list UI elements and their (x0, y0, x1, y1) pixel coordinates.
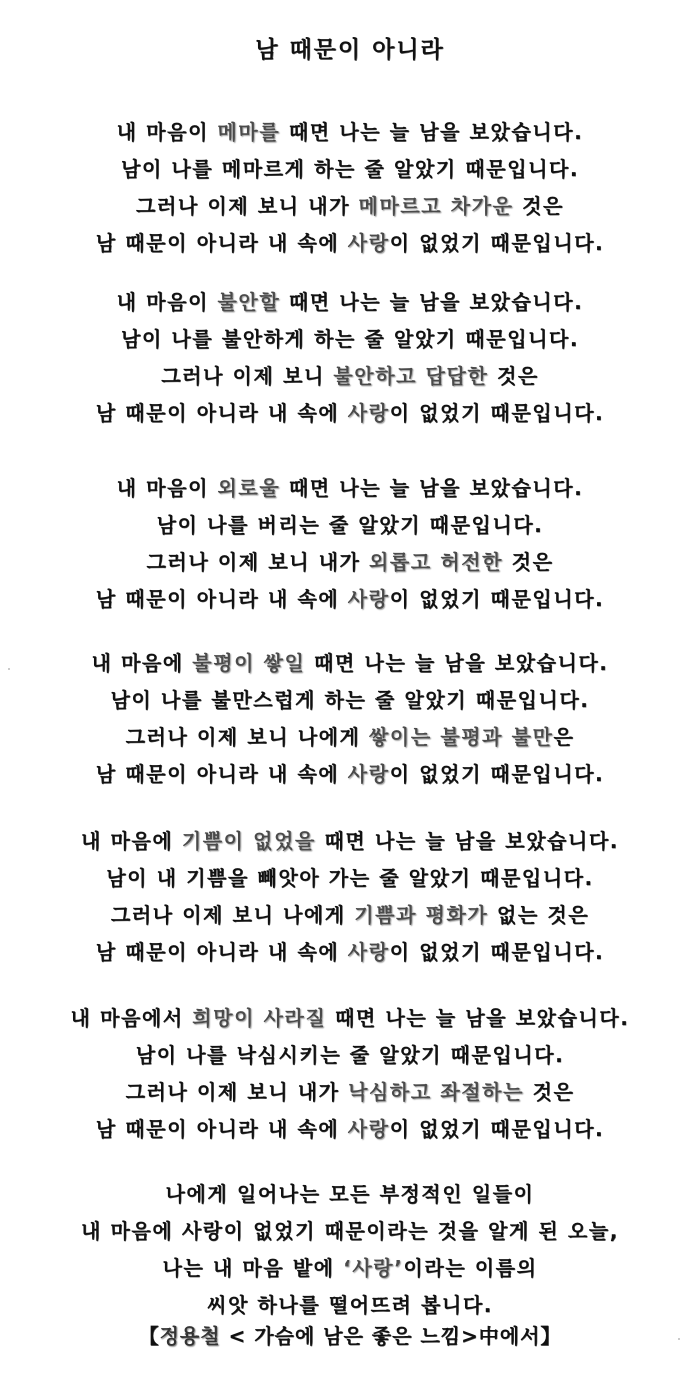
line-text: 내 마음에 (91, 651, 193, 675)
source-citation (0, 1318, 700, 1355)
line-text: 남이 나를 버리는 줄 알았기 때문입니다. (156, 513, 544, 537)
emphasized-text: 불평이 쌓일 (192, 651, 306, 675)
line-text: 그러나 이제 보니 나에게 (110, 903, 355, 927)
poem-line (0, 395, 700, 432)
poem-line (0, 151, 700, 188)
emphasized-text: 사랑 (347, 231, 390, 255)
line-text: 남이 나를 메마르게 하는 줄 알았기 때문입니다. (120, 157, 580, 181)
poem-line (0, 1037, 700, 1074)
line-text: 이 없었기 때문입니다. (389, 587, 605, 611)
line-text: 내 마음에서 (70, 1006, 193, 1030)
poem-line (0, 756, 700, 793)
line-text: 그러나 이제 보니 (161, 364, 334, 388)
line-text: 그러나 이제 보니 내가 (146, 550, 370, 574)
line-text: 씨앗 하나를 떨어뜨려 봅니다. (207, 1293, 493, 1317)
emphasized-text: 기쁨이 없었을 (181, 829, 316, 853)
poem-line (0, 1213, 700, 1250)
emphasized-text: 메마르고 차가운 (358, 194, 514, 218)
stanza (0, 645, 700, 793)
source-author: 정용철 (159, 1324, 221, 1348)
line-text: 때면 나는 늘 남을 보았습니다. (280, 290, 584, 314)
poem-line (0, 897, 700, 934)
poem-line (0, 1176, 700, 1213)
line-text: 때면 나는 늘 남을 보았습니다. (315, 829, 619, 853)
stanza (0, 823, 700, 971)
line-text: 은 (553, 725, 575, 749)
line-text: 내 마음이 (116, 290, 218, 314)
line-text: 남이 나를 불안하게 하는 줄 알았기 때문입니다. (120, 327, 580, 351)
line-text: 남 때문이 아니라 내 속에 (95, 940, 348, 964)
stanza (0, 114, 700, 262)
line-text: 것은 (503, 550, 554, 574)
poem-line (0, 321, 700, 358)
poem-line (0, 682, 700, 719)
poem-line (0, 284, 700, 321)
poem-line (0, 719, 700, 756)
stanza (0, 284, 700, 432)
line-text: 이 없었기 때문입니다. (389, 1117, 605, 1141)
scan-speck (8, 668, 10, 670)
emphasized-text: 불안하고 답답한 (333, 364, 489, 388)
line-text: 남이 나를 낙심시키는 줄 알았기 때문입니다. (135, 1043, 565, 1067)
emphasized-text: 외롭고 허전한 (369, 550, 504, 574)
poem-line (0, 544, 700, 581)
emphasized-text: 사랑 (347, 940, 390, 964)
emphasized-text: 사랑 (347, 762, 390, 786)
line-text: 남 때문이 아니라 내 속에 (95, 401, 348, 425)
closing-stanza (0, 1176, 700, 1324)
poem-line (0, 1000, 700, 1037)
line-text: 그러나 이제 보니 내가 (125, 1080, 349, 1104)
line-text: 그러나 이제 보니 나에게 (125, 725, 370, 749)
source-close-bracket: 】 (540, 1324, 562, 1348)
poem-line (0, 1074, 700, 1111)
line-text: 것은 (524, 1080, 575, 1104)
poem-line (0, 934, 700, 971)
source-book: < 가슴에 남은 좋은 느낌>中에서 (220, 1324, 541, 1348)
poem-line (0, 823, 700, 860)
poem-title: 남 때문이 아니라 (255, 37, 445, 63)
line-text: 나는 내 마음 밭에 (162, 1256, 344, 1280)
poem-line (0, 1111, 700, 1148)
poem-line (0, 225, 700, 262)
line-text: 남 때문이 아니라 내 속에 (95, 1117, 348, 1141)
emphasized-text: 사랑 (347, 401, 390, 425)
emphasized-text: 기쁨과 평화가 (354, 903, 489, 927)
line-text: 내 마음에 사랑이 없었기 때문이라는 것을 알게 된 오늘, (81, 1219, 619, 1243)
line-text: 이라는 이름의 (403, 1256, 538, 1280)
line-text: 남 때문이 아니라 내 속에 (95, 231, 348, 255)
line-text: 것은 (513, 194, 564, 218)
poem-line (0, 114, 700, 151)
line-text: 남 때문이 아니라 내 속에 (95, 762, 348, 786)
line-text: 때면 나는 늘 남을 보았습니다. (280, 476, 584, 500)
emphasized-text: 메마를 (217, 120, 281, 144)
line-text: 내 마음이 (116, 120, 218, 144)
line-text: 때면 나는 늘 남을 보았습니다. (326, 1006, 630, 1030)
scan-speck (678, 1338, 680, 1340)
emphasized-text: 낙심하고 좌절하는 (348, 1080, 525, 1104)
line-text: 내 마음이 (116, 476, 218, 500)
line-text: 그러나 이제 보니 내가 (136, 194, 359, 218)
stanza (0, 470, 700, 618)
emphasized-text: 쌓이는 불평과 불만 (369, 725, 554, 749)
emphasized-text: ‘사랑’ (343, 1256, 404, 1280)
line-text: 때면 나는 늘 남을 보았습니다. (305, 651, 609, 675)
stanza (0, 1000, 700, 1148)
line-text: 남이 나를 불만스럽게 하는 줄 알았기 때문입니다. (110, 688, 590, 712)
line-text: 이 없었기 때문입니다. (389, 940, 605, 964)
emphasized-text: 외로울 (217, 476, 281, 500)
line-text: 나에게 일어나는 모든 부정적인 일들이 (165, 1182, 535, 1206)
poem-line (0, 1250, 700, 1287)
line-text: 내 마음에 (81, 829, 182, 853)
line-text: 이 없었기 때문입니다. (389, 401, 605, 425)
source-open-bracket: 【 (138, 1324, 160, 1348)
emphasized-text: 사랑 (347, 587, 390, 611)
line-text: 이 없었기 때문입니다. (389, 231, 605, 255)
line-text: 것은 (488, 364, 539, 388)
line-text: 남이 내 기쁨을 빼앗아 가는 줄 알았기 때문입니다. (106, 866, 594, 890)
poem-line (0, 860, 700, 897)
poem-line (0, 188, 700, 225)
line-text: 이 없었기 때문입니다. (389, 762, 605, 786)
line-text: 때면 나는 늘 남을 보았습니다. (280, 120, 584, 144)
line-text: 남 때문이 아니라 내 속에 (95, 587, 348, 611)
poem-line (0, 645, 700, 682)
emphasized-text: 불안할 (217, 290, 281, 314)
emphasized-text: 희망이 사라질 (192, 1006, 327, 1030)
poem-line (0, 507, 700, 544)
poem-line (0, 358, 700, 395)
emphasized-text: 사랑 (347, 1117, 390, 1141)
poem-line (0, 470, 700, 507)
line-text: 없는 것은 (488, 903, 590, 927)
poem-line (0, 581, 700, 618)
